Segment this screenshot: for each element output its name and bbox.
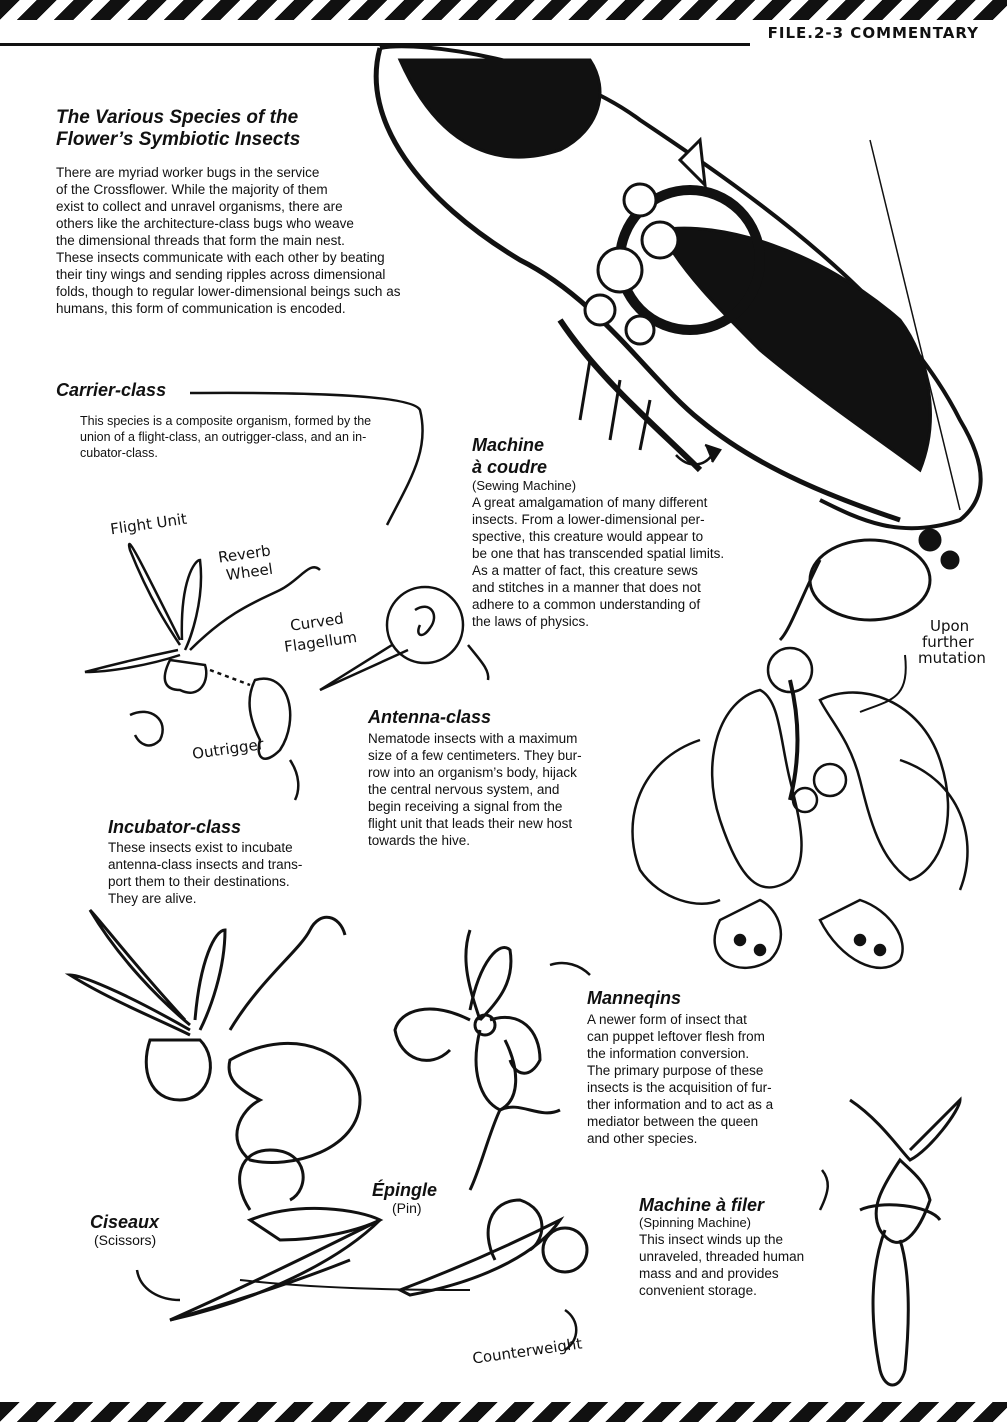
label-further: further — [922, 633, 974, 651]
incubator-line: port them to their destinations. — [108, 874, 290, 889]
label-flight-unit: Flight Unit — [109, 509, 189, 539]
label-counterweight: Counterweight — [471, 1334, 584, 1368]
carrier-line: union of a flight-class, an outrigger-class, and an in- — [80, 430, 367, 444]
manneqins-line: and other species. — [587, 1131, 698, 1146]
sewing-machine-body — [472, 494, 772, 630]
spinning-machine-body — [639, 1231, 823, 1299]
sewing-machine-title-line-2: à coudre — [472, 457, 548, 477]
mutated-form-illustration — [633, 648, 968, 968]
incubator-line: These insects exist to incubate — [108, 840, 293, 855]
sewing-line: adhere to a common understanding of — [472, 597, 701, 612]
intro-title-line-2: Flower’s Symbiotic Insects — [56, 129, 301, 150]
incubator-line: antenna-class insects and trans- — [108, 857, 303, 872]
incubator-class-body — [108, 839, 333, 907]
manneqins-line: mediator between the queen — [587, 1114, 759, 1129]
sewing-line: be one that has transcended spatial limits. — [472, 546, 725, 561]
scissors-pin-illustration — [170, 1107, 587, 1320]
manneqin-illustration — [395, 930, 540, 1110]
intro-line: There are myriad worker bugs in the service — [56, 165, 320, 180]
manneqins-line: A newer form of insect that — [587, 1012, 747, 1027]
intro-line: the dimensional threads that form the main nest. — [56, 233, 345, 248]
intro-line: their tiny wings and sending ripples across dimensional — [56, 267, 386, 282]
carrier-class-title: Carrier-class — [56, 380, 167, 400]
epingle-subtitle: (Pin) — [392, 1200, 422, 1216]
label-upon: Upon — [930, 617, 970, 635]
manneqins-line: insects is the acquisition of fur- — [587, 1080, 772, 1095]
manneqins-line: can puppet leftover flesh from — [587, 1029, 765, 1044]
incubator-class-title: Incubator-class — [108, 817, 242, 837]
label-curved: Curved — [289, 609, 345, 635]
antenna-line: the central nervous system, and — [368, 782, 560, 797]
sewing-line: A great amalgamation of many different — [472, 495, 708, 510]
carrier-class-body — [80, 413, 420, 461]
sewing-line: insects. From a lower-dimensional per- — [472, 512, 705, 527]
epingle-title: Épingle — [372, 1180, 438, 1200]
manneqins-line: the information conversion. — [587, 1046, 750, 1061]
intro-title-line-1: The Various Species of the — [56, 107, 299, 128]
intro-line: of the Crossflower. While the majority of them — [56, 182, 328, 197]
manneqins-line: ther information and to act as a — [587, 1097, 774, 1112]
carrier-line: cubator-class. — [80, 446, 158, 460]
spinning-line: This insect winds up the — [639, 1232, 784, 1247]
label-outrigger: Outrigger — [191, 735, 265, 763]
antenna-class-body — [368, 730, 604, 849]
manneqins-body — [587, 1011, 795, 1147]
bottom-border-stripe — [0, 1402, 1007, 1422]
intro-line: These insects communicate with each other by beating — [56, 250, 385, 265]
intro-body — [56, 164, 476, 317]
sewing-line: and stitches in a manner that does not — [472, 580, 701, 595]
label-reverb: Reverb — [217, 541, 272, 567]
sewing-machine-subtitle: (Sewing Machine) — [472, 478, 577, 493]
ciseaux-subtitle: (Scissors) — [94, 1232, 157, 1248]
antenna-line: row into an organism’s body, hijack — [368, 765, 577, 780]
antenna-line: towards the hive. — [368, 833, 471, 848]
antenna-line: Nematode insects with a maximum — [368, 731, 578, 746]
label-flagellum: Flagellum — [283, 627, 359, 657]
label-mutation: mutation — [918, 649, 986, 667]
spinning-line: mass and and provides — [639, 1266, 779, 1281]
ciseaux-title: Ciseaux — [90, 1212, 160, 1232]
spinning-line: unraveled, threaded human — [639, 1249, 805, 1264]
antenna-line: flight unit that leads their new host — [368, 816, 573, 831]
manneqins-title: Manneqins — [587, 988, 682, 1008]
intro-line: humans, this form of communication is encoded. — [56, 301, 346, 316]
spinning-machine-title: Machine à filer — [639, 1195, 765, 1215]
sewing-machine-title-line-1: Machine — [472, 435, 545, 455]
intro-line: others like the architecture-class bugs who weave — [56, 216, 354, 231]
sewing-line: the laws of physics. — [472, 614, 590, 629]
intro-line: folds, though to regular lower-dimensional beings such as — [56, 284, 401, 299]
antenna-line: begin receiving a signal from the — [368, 799, 563, 814]
spinning-machine-subtitle: (Spinning Machine) — [639, 1215, 752, 1230]
antenna-class-title: Antenna-class — [368, 707, 492, 727]
carrier-line: This species is a composite organism, formed by the — [80, 414, 372, 428]
incubator-illustration — [70, 910, 360, 1163]
intro-line: exist to collect and unravel organisms, there are — [56, 199, 343, 214]
page-header-label: FILE.2-3 COMMENTARY — [750, 20, 1007, 46]
spinning-machine-illustration — [850, 1100, 960, 1385]
manneqins-line: The primary purpose of these — [587, 1063, 764, 1078]
sewing-line: spective, this creature would appear to — [472, 529, 704, 544]
antenna-line: size of a few centimeters. They bur- — [368, 748, 582, 763]
incubator-line: They are alive. — [108, 891, 197, 906]
sewing-line: As a matter of fact, this creature sews — [472, 563, 698, 578]
spinning-line: convenient storage. — [639, 1283, 757, 1298]
label-wheel: Wheel — [224, 559, 274, 585]
